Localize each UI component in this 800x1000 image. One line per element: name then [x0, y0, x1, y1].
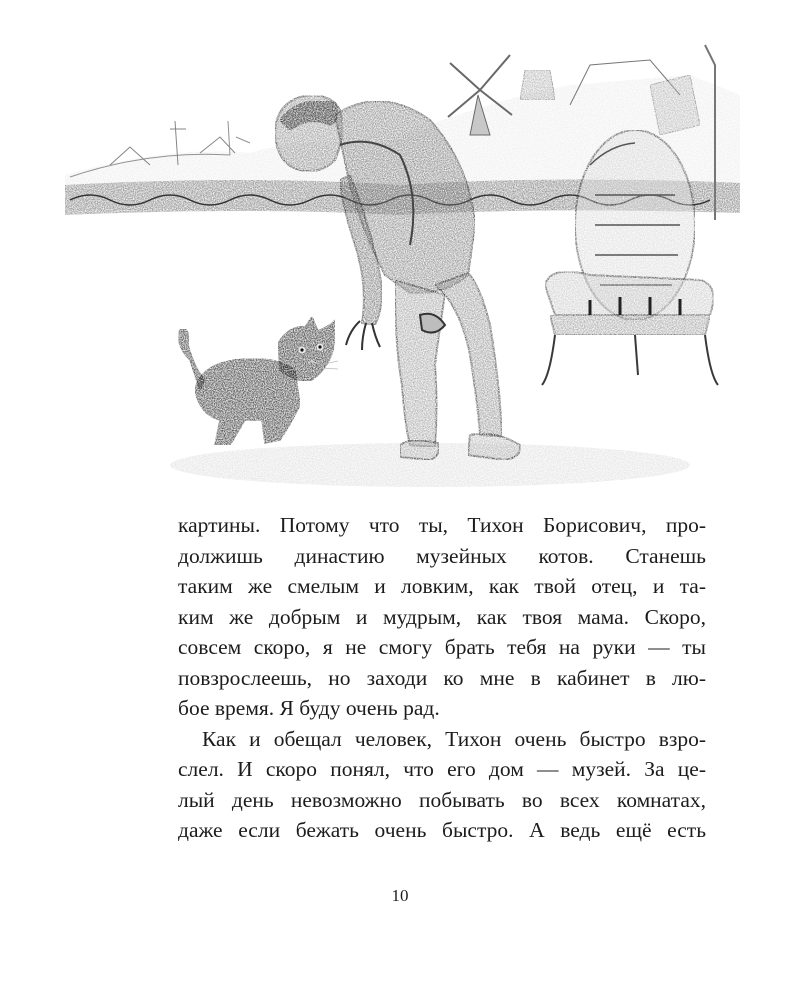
- text-line: ким же добрым и мудрым, как твоя мама. Скоро,: [178, 604, 706, 629]
- illustration-sketch: [50, 25, 750, 505]
- text-line: картины. Потому что ты, Тихон Борисович, про-: [178, 513, 706, 537]
- text-line: таким же смелым и ловким, как твой отец, и та-: [178, 574, 706, 598]
- paragraph-1: [178, 510, 706, 724]
- text-line: совсем скоро, я не смогу брать тебя на руки — ты: [178, 635, 706, 659]
- paragraph-2: [178, 724, 706, 846]
- page-number: 10: [391, 886, 409, 905]
- text-line: Как и обещал человек, Тихон очень быстро взро-: [202, 726, 706, 751]
- body-text: [178, 510, 706, 846]
- text-line: даже если бежать очень быстро. А ведь ещё есть: [178, 818, 706, 842]
- text-line: лый день невозможно побывать во всех комнатах,: [178, 787, 706, 812]
- text-line: слел. И скоро понял, что его дом — музей. За це-: [178, 757, 706, 781]
- text-line: бое время. Я буду очень рад.: [178, 696, 440, 720]
- text-line: повзрослеешь, но заходи ко мне в кабинет в лю-: [178, 665, 706, 690]
- black-kitten: [179, 317, 338, 445]
- text-line: должишь династию музейных котов. Станешь: [178, 543, 706, 568]
